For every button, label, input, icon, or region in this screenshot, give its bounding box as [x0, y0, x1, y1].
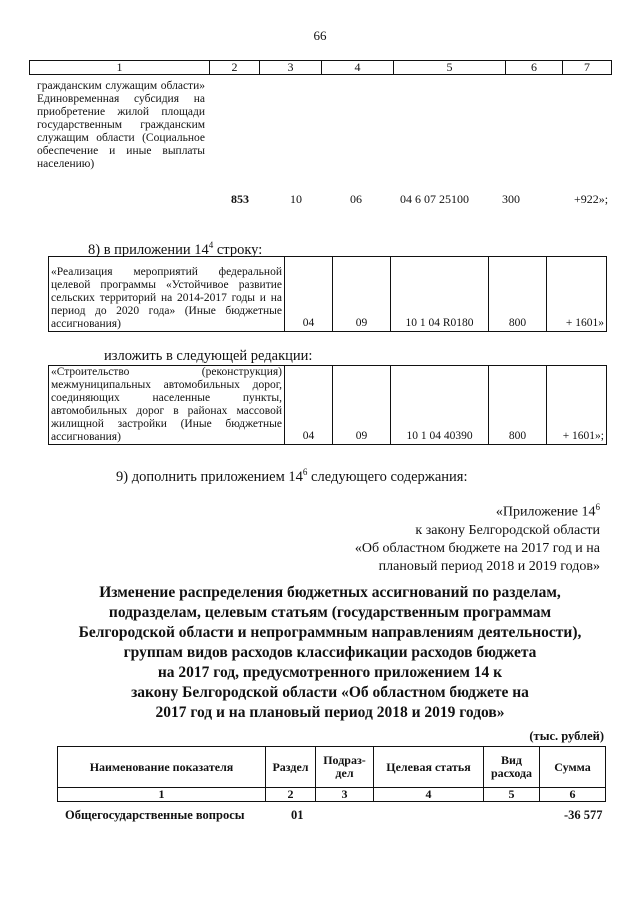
colnum-5: 5	[484, 788, 540, 802]
row2-razdel: 04	[285, 366, 333, 445]
continued-value-ministry: 853	[231, 192, 249, 206]
col-number-7: 7	[563, 61, 612, 75]
heading-line: Изменение распределения бюджетных ассигнований по разделам,	[99, 584, 561, 601]
heading-line: подразделам, целевым статьям (государственным программам	[108, 604, 552, 621]
colnum-6: 6	[540, 788, 606, 802]
appendix-line-2: к закону Белгородской области	[415, 522, 600, 538]
row2-name: «Строительство (реконструкция) межмуниципальных автомобильных дорог, соединяющих населенные пункты, автомобильных дорог в районах массовой жилищной застройки (Иные бюджетные ассигнования)	[49, 366, 285, 445]
header-vid: Вид расхода	[484, 747, 540, 788]
table-row-name: Общегосударственные вопросы	[65, 808, 245, 822]
header-summa: Сумма	[540, 747, 606, 788]
appendix-line-3: «Об областном бюджете на 2017 год и на	[354, 540, 600, 556]
row2-celevaya: 10 1 04 40390	[391, 366, 489, 445]
col-number-1: 1	[30, 61, 210, 75]
heading-line: группам видов расходов классификации расходов бюджета	[123, 644, 537, 661]
page-number: 66	[313, 28, 327, 43]
col-number-2: 2	[210, 61, 260, 75]
heading-line: Белгородской области и непрограммным направлениям деятельности),	[78, 624, 582, 641]
row2-podrazdel: 09	[333, 366, 391, 445]
row1-vid: 800	[489, 257, 547, 332]
replace-row-table	[48, 256, 607, 332]
continued-value-razdel: 10	[290, 192, 302, 206]
heading-line: закону Белгородской области «Об областном бюджете на	[131, 684, 529, 701]
appendix-header	[280, 498, 600, 576]
row1-podrazdel: 09	[333, 257, 391, 332]
heading-line: 2017 год и на плановый период 2018 и 2019 годов»	[155, 704, 505, 721]
header-celevaya: Целевая статья	[374, 747, 484, 788]
continued-table-header	[29, 60, 612, 75]
table-row-razdel: 01	[291, 808, 304, 822]
new-row-table	[48, 365, 607, 445]
continued-row-name: гражданским служащим области» Единовременная субсидия на приобретение жилой площади государственным гражданским служащим области (Социальное обеспечение и иные выплаты населению)	[37, 80, 205, 170]
heading-line: на 2017 год, предусмотренного приложением 14 к	[157, 664, 503, 681]
col-number-4: 4	[322, 61, 394, 75]
units-label: (тыс. рублей)	[529, 729, 604, 743]
col-number-3: 3	[260, 61, 322, 75]
row1-summa: + 1601»	[547, 257, 607, 332]
colnum-3: 3	[316, 788, 374, 802]
redakcia-text: изложить в следующей редакции:	[104, 348, 313, 364]
main-table-header	[57, 746, 606, 802]
row2-summa: + 1601»;	[547, 366, 607, 445]
document-heading	[40, 583, 620, 723]
colnum-2: 2	[266, 788, 316, 802]
appendix-line-4: плановый период 2018 и 2019 годов»	[378, 558, 600, 574]
continued-value-podrazdel: 06	[350, 192, 362, 206]
row1-celevaya: 10 1 04 R0180	[391, 257, 489, 332]
table-row-summa: -36 577	[564, 808, 603, 822]
colnum-4: 4	[374, 788, 484, 802]
continued-value-summa: +922»;	[574, 192, 609, 206]
item-8-text: 8) в приложении $14^4$ строку:	[88, 240, 263, 258]
col-number-6: 6	[506, 61, 563, 75]
row2-vid: 800	[489, 366, 547, 445]
colnum-1: 1	[58, 788, 266, 802]
appendix-line-1: «Приложение $14^6$	[495, 502, 600, 520]
continued-value-celevaya: 04 6 07 25100	[400, 192, 469, 206]
header-podrazdel: Подраз-дел	[316, 747, 374, 788]
header-razdel: Раздел	[266, 747, 316, 788]
row1-name: «Реализация мероприятий федеральной целевой программы «Устойчивое развитие сельских территорий на 2014-2017 годы и на период до 2020 года» (Иные бюджетные ассигнования)	[49, 257, 285, 332]
continued-value-vid: 300	[502, 192, 520, 206]
header-name: Наименование показателя	[58, 747, 266, 788]
item-9-text: 9) дополнить приложением $14^6$ следующего содержания:	[116, 467, 468, 485]
col-number-5: 5	[394, 61, 506, 75]
row1-razdel: 04	[285, 257, 333, 332]
